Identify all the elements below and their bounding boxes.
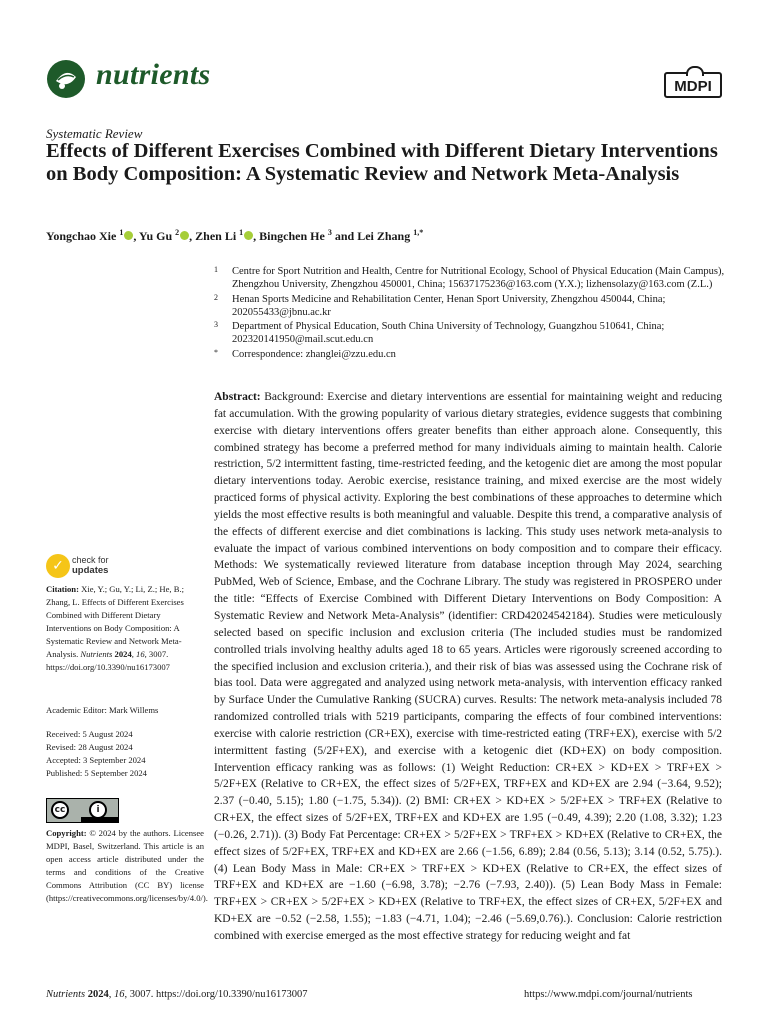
author-affiliation-mark: 3 — [327, 228, 332, 237]
affiliation-text: Correspondence: zhanglei@zzu.edu.cn — [232, 348, 396, 360]
affiliation-item — [214, 265, 726, 292]
citation-year: 2024 — [114, 649, 132, 659]
author-name: Yu Gu — [138, 229, 173, 243]
received-date: Received: 5 August 2024 — [46, 729, 133, 739]
accepted-date: Accepted: 3 September 2024 — [46, 755, 146, 765]
journal-name: nutrients — [96, 58, 211, 91]
author-name: Bingchen He — [259, 229, 325, 243]
by-strip — [81, 817, 119, 822]
author-affiliation-mark: 1,* — [413, 228, 424, 237]
footer-journal-url[interactable]: https://www.mdpi.com/journal/nutrients — [524, 989, 693, 1000]
revised-date: Revised: 28 August 2024 — [46, 742, 133, 752]
citation-text: Xie, Y.; Gu, Y.; Li, Z.; He, B.; Zhang, L. Effects of Different Exercises Combined with Different Dietary Interventions on Body Composition: A Systematic Review and Network Meta-Analysis. — [46, 584, 184, 659]
affiliation-number: 2 — [214, 292, 218, 302]
orcid-icon[interactable] — [180, 231, 189, 240]
author-name: Yongchao Xie — [46, 229, 117, 243]
author-list — [46, 228, 423, 244]
affiliation-number: 3 — [214, 320, 218, 330]
author-affiliation-mark: 1 — [239, 228, 244, 237]
footer-citation: Nutrients 2024, 16, 3007. https://doi.org/10.3390/nu16173007 — [46, 989, 308, 1000]
author-separator: , — [133, 229, 139, 243]
dates-block — [46, 728, 204, 780]
article-type: Systematic Review — [46, 126, 143, 141]
citation-block: Citation: Xie, Y.; Gu, Y.; Li, Z.; He, B.; Zhang, L. Effects of Different Exercises Combined with Different Dietary Interventions on Body Composition: A Systematic Review and Network Meta-Analysis. Nutrients 2024, 16, 3007. https://doi.org/10.3390/nu16173007 — [46, 584, 184, 672]
footer-journal: Nutrients — [46, 989, 86, 1000]
abstract-text: Background: Exercise and dietary interventions are essential for maintaining weight and reducing fat accumulation. With the growing popularity of various dietary strategies, evidence suggests that combining exercise with dietary interventions offers greater benefits than either approach alone. Consequently, this combined strategy has become a preferred method for many individuals aiming to maintain health. Calorie restriction, 5/2 intermittent fasting, time-restricted feeding, and the ketogenic diet are among the most popular dietary interventions today. Aerobic exercise, resistance training, and mixed exercise are the most widely practiced forms of physical activity. Exploring the best combinations of these approaches to determine which yields the most effective results is both meaningful and valuable. Despite this trend, a comparative analysis of the effects of different exercise and diet combinations is lacking. This study uses network meta-analysis to evaluate the impact of various combined interventions on body composition and to compare their efficacy. Methods: We systematically reviewed literature from database inception through May 2024, searching PubMed, Web of Science, Embase, and the Cochrane Library. The study was registered in PROSPERO under the title: “Effects of Exercise Combined with Different Dietary Interventions on Body Composition: A Systematic Review and Network Meta-Analysis” (identifier: CRD42024542184). Studies were meticulously selected based on specific inclusion and exclusion criteria (The included studies must be randomized controlled trials involving healthy adults aged 18 to 65 years. Articles were rigorously screened according to the specified inclusion and exclusion criteria.), and their risk of bias was assessed using the Cochrane risk of bias tool. Data were aggregated and analyzed using network meta-analysis, with intervention efficacy ranked by Surface Under the Cumulative Ranking (SUCRA) curves. Results: The network meta-analysis included 78 randomized controlled trials with 5219 participants, comparing the effects of four combined interventions: exercise with calorie restriction (CR+EX), exercise with time-restricted eating (TRF+EX), exercise with 5/2 intermittent fasting (5/2F+EX), and exercise with a ketogenic diet (KD+EX) on body composition. Intervention efficacy ranking was as follows: (1) Weight Reduction: CR+EX > KD+EX > TRF+EX > 5/2F+EX (Relative to CR+EX, the effect sizes of 5/2F+EX, TRF+EX and KD+EX are 2.94 (−3.64, 9.52); 2.37 (−0.40, 5.15); 1.80 (−1.75, 5.34)). (2) BMI: CR+EX > KD+EX > 5/2F+EX > TRF+EX (Relative to CR+EX, the effect sizes of 5/2F+EX, TRF+EX and KD+EX are 1.95 (−0.49, 4.39); 2.20 (1.08, 3.32); 1.23 (−0.26, 2.71)). (3) Body Fat Percentage: CR+EX > 5/2F+EX > TRF+EX > KD+EX (Relative to CR+EX, the effect sizes of 5/2F+EX, TRF+EX and KD+EX are 2.66 (−1.56, 6.89); 2.84 (0.56, 5.13); 3.14 (0.52, 5.75).). (4) Lean Body Mass in Male: CR+EX > TRF+EX > KD+EX (Relative to CR+EX, the effect sizes of TRF+EX and KD+EX are −1.60 (−6.98, 3.78); −2.76 (−7.93, 2.40)). (5) Lean Body Mass in Female: TRF+EX > CR+EX > 5/2F+EX > KD+EX (Relative to TRF+EX, the effect sizes of CR+EX, 5/2F+EX and KD+EX are −0.52 (−2.58, 1.55); −1.83 (−4.71, 1.04); −2.46 (−5.69,0.76).). Conclusion: Calorie restriction combined with exercise emerged as the most effective strategy for reducing weight and fat — [214, 391, 722, 942]
author-separator: , — [189, 229, 196, 243]
academic-editor: Academic Editor: Mark Willems — [46, 705, 159, 715]
copyright-text: © 2024 by the authors. Licensee MDPI, Basel, Switzerland. This article is an open access article distributed under the terms and conditions of the Creative Commons Attribution (CC BY) license (https://creativecommons.org/licenses/by/4.0/). — [46, 828, 208, 903]
cc-by-license-badge[interactable] — [46, 798, 119, 823]
footer-year: 2024 — [87, 989, 109, 1000]
affiliation-item — [214, 320, 726, 347]
check-updates-icon: ✓ — [46, 554, 70, 578]
affiliation-number: * — [214, 347, 218, 357]
orcid-icon[interactable] — [124, 231, 133, 240]
affiliation-item — [214, 293, 726, 320]
copyright-notice — [46, 827, 208, 905]
abstract — [214, 389, 722, 945]
attribution-icon: i — [89, 801, 107, 819]
citation-volume: 16 — [136, 649, 145, 659]
publisher-logo: MDPI — [664, 72, 722, 98]
orcid-icon[interactable] — [244, 231, 253, 240]
paper-title: Effects of Different Exercises Combined with Different Dietary Interventions on Body Composition: A Systematic Review and Network Meta-Analysis — [46, 140, 718, 185]
affiliations — [214, 265, 726, 362]
affiliation-item — [214, 348, 726, 361]
footer-doi-link[interactable]: , 3007. https://doi.org/10.3390/nu16173007 — [124, 989, 308, 1000]
author-affiliation-mark: 1 — [119, 228, 124, 237]
cc-icon: cc — [51, 801, 69, 819]
copyright-label: Copyright: — [46, 828, 87, 838]
author-name: Lei Zhang — [357, 229, 411, 243]
citation-label: Citation: — [46, 584, 79, 594]
check-updates-line2: updates — [72, 565, 109, 576]
author-name: Zhen Li — [195, 229, 237, 243]
check-updates-line1: check for — [72, 555, 109, 565]
abstract-label: Abstract: — [214, 391, 261, 403]
affiliation-number: 1 — [214, 265, 218, 274]
citation-doi-link[interactable]: , 3007. https://doi.org/10.3390/nu16173007 — [46, 649, 170, 672]
author-separator: and — [331, 229, 358, 243]
published-date: Published: 5 September 2024 — [46, 768, 147, 778]
affiliation-text: Department of Physical Education, South China University of Technology, Guangzhou 510641, China; 202320141950@mail.scut.edu.cn — [232, 321, 665, 346]
affiliation-text: Henan Sports Medicine and Rehabilitation Center, Henan Sport University, Zhengzhou 450044, China; 202055433@jbnu.ac.kr — [232, 293, 666, 318]
affiliation-text: Centre for Sport Nutrition and Health, Centre for Nutritional Ecology, School of Physical Education (Main Campus), Zhengzhou University, Zhengzhou 450001, China; 15637175236@163.com (Y.X.); lizhensolazy@163.com (Z.L.) — [232, 266, 725, 291]
journal-logo-icon — [46, 59, 86, 99]
footer-volume: 16 — [113, 989, 125, 1000]
author-affiliation-mark: 2 — [175, 228, 180, 237]
author-separator: , — [253, 229, 260, 243]
citation-journal: Nutrients — [80, 649, 113, 659]
